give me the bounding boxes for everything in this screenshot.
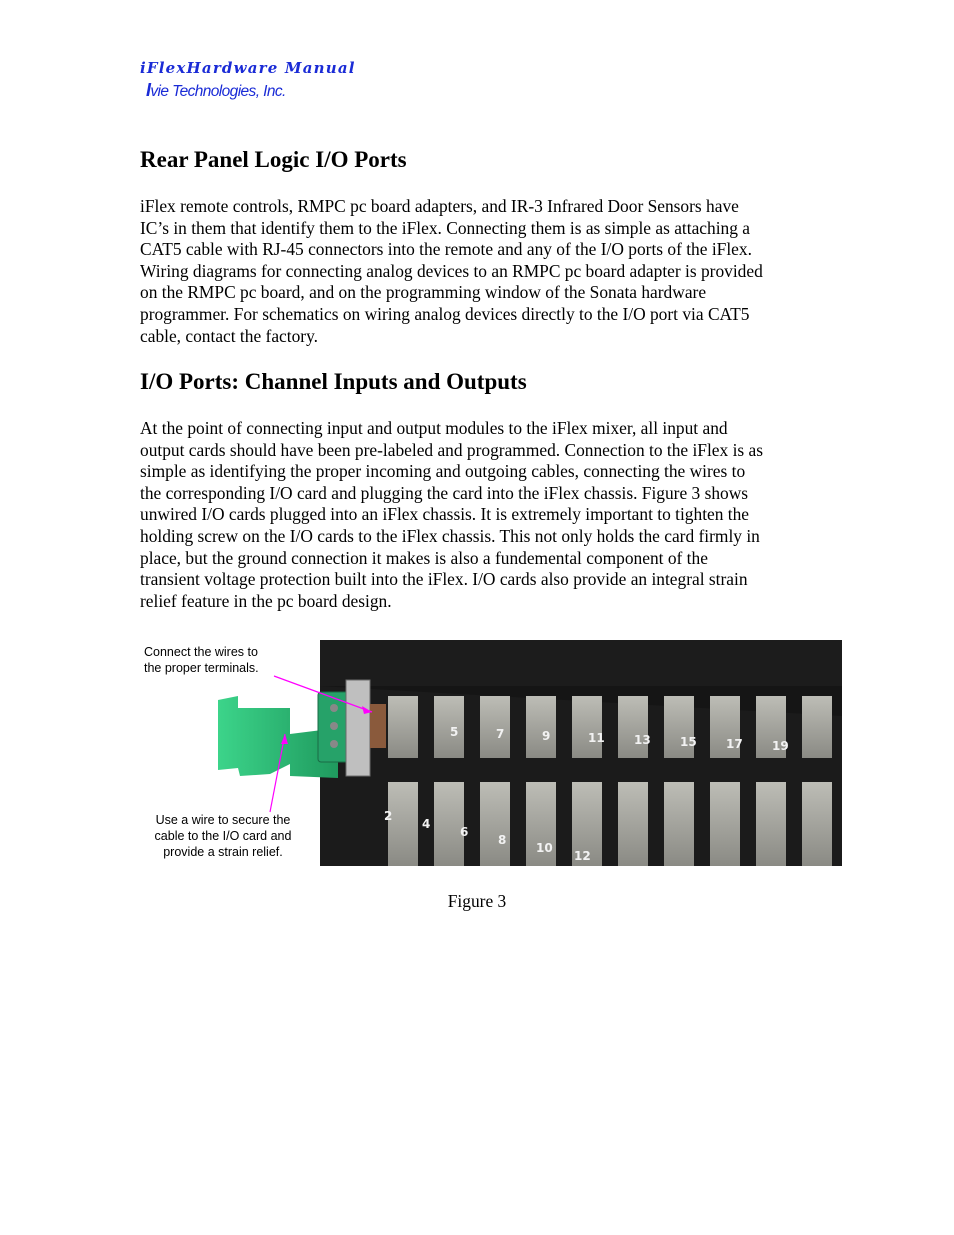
- terminal-screw: [330, 722, 338, 730]
- callout-line: Connect the wires to: [144, 645, 258, 659]
- text-line: cable, contact the factory.: [140, 325, 318, 346]
- text-line: CAT5 cable with RJ-45 connectors into the remote and any of the I/O ports of the iFlex.: [140, 239, 752, 260]
- terminal-screw: [330, 740, 338, 748]
- card-bracket: [346, 680, 370, 776]
- callout-strain-relief: [140, 812, 306, 860]
- text-line: simple as identifying the proper incoming and outgoing cables, connecting the wires to: [140, 461, 746, 482]
- slot-number-top: 5: [450, 725, 459, 739]
- slot-number-bottom: 6: [460, 825, 469, 839]
- section-heading-channel-io: I/O Ports: Channel Inputs and Outputs: [140, 369, 527, 394]
- chassis-slot: [572, 696, 602, 758]
- chassis-slot: [802, 782, 832, 866]
- callout-line: provide a strain relief.: [163, 845, 283, 859]
- text-line: transient voltage protection built into the iFlex. I/O cards also provide an integral strain: [140, 569, 748, 590]
- chassis-slot: [434, 696, 464, 758]
- slot-number-top: 11: [588, 731, 605, 745]
- slot-number-top: 9: [542, 729, 551, 743]
- slot-number-top: 17: [726, 737, 743, 751]
- text-line: unwired I/O cards plugged into an iFlex chassis. It is extremely important to tighten the: [140, 504, 750, 525]
- text-line: programmer. For schematics on wiring analog devices directly to the I/O port via CAT5: [140, 303, 750, 324]
- text-line: Wiring diagrams for connecting analog devices to an RMPC pc board adapter is provided: [140, 260, 763, 281]
- chassis-slot: [802, 696, 832, 758]
- callout-line: Use a wire to secure the: [155, 813, 291, 827]
- section-heading-logic-io: Rear Panel Logic I/O Ports: [140, 147, 407, 172]
- slot-number-bottom: 12: [574, 849, 591, 863]
- chassis-slot: [388, 696, 418, 758]
- chassis-slot: [480, 696, 510, 758]
- text-line: on the RMPC pc board, and on the programming window of the Sonata hardware: [140, 282, 707, 303]
- text-line: output cards should have been pre-labeled and programmed. Connection to the iFlex is as: [140, 439, 763, 460]
- text-line: At the point of connecting input and output modules to the iFlex mixer, all input and: [140, 418, 728, 438]
- callout-connect-wires: [144, 644, 259, 676]
- chassis-slot: [618, 782, 648, 866]
- slot-number-bottom: 10: [536, 841, 553, 855]
- text-line: relief feature in the pc board design.: [140, 590, 392, 611]
- company-name-rest: vie Technologies, Inc.: [150, 83, 286, 100]
- io-card: [218, 680, 386, 778]
- chassis-slot: [710, 782, 740, 866]
- text-line: place, but the ground connection it makes is also a fundemental component of the: [140, 547, 708, 568]
- figure-3: [140, 636, 842, 866]
- running-header: [140, 58, 356, 102]
- chassis-slot: [434, 782, 464, 866]
- slot-number-top: 15: [680, 735, 697, 749]
- paragraph-channel-io: [140, 418, 830, 612]
- callout-line: the proper terminals.: [144, 661, 259, 675]
- chassis-slot: [480, 782, 510, 866]
- chassis-slot: [756, 782, 786, 866]
- slot-number-bottom: 2: [384, 809, 393, 823]
- slot-number-bottom: 4: [422, 817, 431, 831]
- company-initial: I: [146, 80, 151, 100]
- chassis-slot: [664, 782, 694, 866]
- slot-number-top: 7: [496, 727, 505, 741]
- connector-pins: [370, 704, 386, 748]
- chassis-slot: [618, 696, 648, 758]
- terminal-screw: [330, 704, 338, 712]
- text-line: IC’s in them that identify them to the iFlex. Connecting them is as simple as attaching a: [140, 217, 751, 238]
- slot-number-bottom: 8: [498, 833, 507, 847]
- text-line: the corresponding I/O card and plugging the card into the iFlex chassis. Figure 3 shows: [140, 482, 749, 503]
- slot-number-top: 13: [634, 733, 651, 747]
- chassis-slot: [526, 696, 556, 758]
- text-line: holding screw on the I/O cards to the iFlex chassis. This not only holds the card firmly in: [140, 525, 760, 546]
- slot-number-top: 19: [772, 739, 789, 753]
- company-name: [146, 80, 356, 102]
- callout-line: cable to the I/O card and: [154, 829, 292, 843]
- chassis-slot: [388, 782, 418, 866]
- paragraph-logic-io: [140, 196, 830, 347]
- figure-caption: Figure 3: [447, 891, 507, 911]
- manual-title: iFlexHardware Manual: [140, 59, 356, 77]
- text-line: iFlex remote controls, RMPC pc board adapters, and IR-3 Infrared Door Sensors have: [140, 196, 739, 216]
